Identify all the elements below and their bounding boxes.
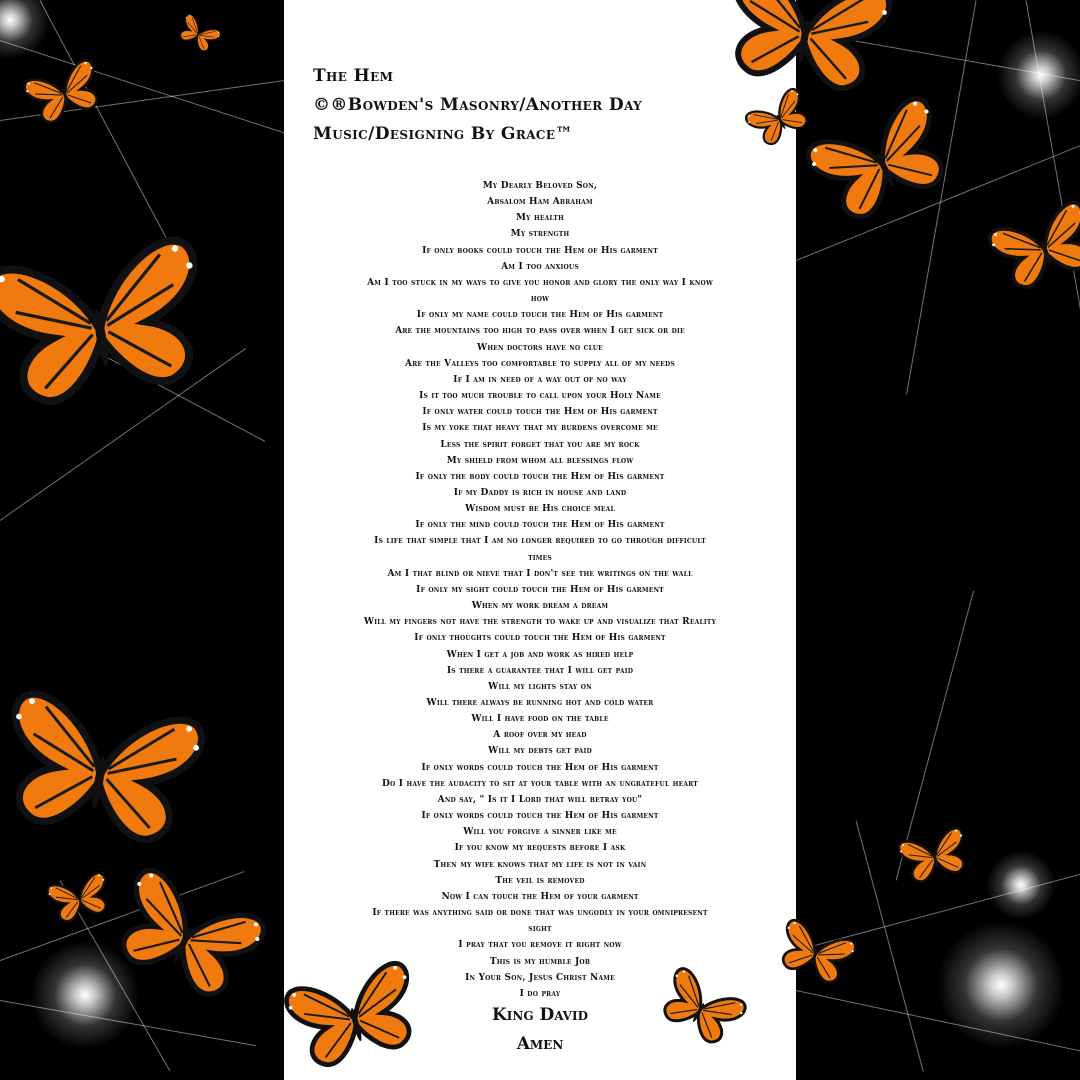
poem-line: My shield from whom all blessings flow xyxy=(446,455,634,466)
poem-line: A roof over my head xyxy=(493,730,587,741)
poem-line: times xyxy=(528,552,552,563)
monarch-butterfly-icon xyxy=(0,30,140,150)
light-flare-icon xyxy=(986,850,1056,920)
poem-line: I pray that you remove it right now xyxy=(458,940,622,951)
light-flare-icon xyxy=(936,920,1066,1050)
monarch-butterfly-icon xyxy=(110,870,260,1010)
monarch-butterfly-icon xyxy=(705,0,895,100)
poem-line: Then my wife knows that my life is not in vain xyxy=(433,859,647,870)
poem-line: Am I that blind or nieve that I don't see the writings on the wall xyxy=(387,568,693,579)
poem-line: If there was anything said or done that was ungodly in your omnipresent xyxy=(372,908,708,919)
poem-line: Absalom Ham Abraham xyxy=(487,197,593,208)
poem-line: If you know my requests before I ask xyxy=(454,843,626,854)
poem-line: Will my lights stay on xyxy=(488,681,592,692)
poem-line: The veil is removed xyxy=(495,875,585,886)
poem-line: how xyxy=(530,294,550,305)
poem-line: If only thoughts could touch the Hem of His garment xyxy=(414,633,666,644)
poem-line: Am I too anxious xyxy=(501,261,579,272)
monarch-butterfly-icon xyxy=(805,100,955,230)
poem-line: If my Daddy is rich in house and land xyxy=(453,487,627,498)
poem-title: The Hem xyxy=(313,66,394,86)
poem-line: Do I have the audacity to sit at your table with an ungrateful heart xyxy=(382,778,698,789)
poem-line: Wisdom must be His choice meal xyxy=(465,504,615,515)
monarch-butterfly-icon xyxy=(985,190,1080,310)
poem-line: If only my name could touch the Hem of His garment xyxy=(416,310,664,321)
poem-line: And say, " Is it I Lord that will betray you" xyxy=(437,794,643,805)
poem-line: Will my fingers not have the strength to wake up and visualize that Reality xyxy=(363,617,717,628)
monarch-butterfly-icon xyxy=(290,960,420,1080)
poem-line: Will my debts get paid xyxy=(488,746,592,757)
poem-line: If only the body could touch the Hem of His garment xyxy=(415,471,665,482)
poem-line: This is my humble Job xyxy=(489,956,591,967)
poem-line: Are the Valleys too comfortable to supply all of my needs xyxy=(405,358,675,369)
poem-line: When my work dream a dream xyxy=(471,601,609,612)
poem-title-block xyxy=(313,62,733,149)
monarch-butterfly-icon xyxy=(0,680,200,870)
poem-line: Am I too stuck in my ways to give you honor and glory the only way I know xyxy=(367,277,713,288)
poem-line: Is there a guarantee that I will get paid xyxy=(446,665,634,676)
poem-line: Will I have food on the table xyxy=(471,714,609,725)
poem-line: Is my yoke that heavy that my burdens overcome me xyxy=(422,423,658,434)
poem-line: In Your Son, Jesus Christ Name xyxy=(465,972,615,983)
poem-line: Are the mountains too high to pass over when I get sick or die xyxy=(395,326,685,337)
copyright-line-2: Music/Designing By Grace™ xyxy=(313,124,573,144)
poem-line: sight xyxy=(528,924,552,935)
monarch-butterfly-icon xyxy=(40,870,120,930)
poem-line: My strength xyxy=(510,229,570,240)
poem-line: Will there always be running hot and cold water xyxy=(426,698,654,708)
poem-line: My Dearly Beloved Son, xyxy=(482,181,598,191)
poem-line: Is it too much trouble to call upon your Holy Name xyxy=(419,391,661,402)
poem-line: If I am in need of a way out of no way xyxy=(453,374,627,385)
poem-line: If only the mind could touch the Hem of His garment xyxy=(415,520,665,531)
closing-amen: Amen xyxy=(516,1034,564,1054)
poem-line: When doctors have no clue xyxy=(477,342,603,353)
poem-line: If only books could touch the Hem of His garment xyxy=(422,245,658,256)
poem-line: If only water could touch the Hem of His garment xyxy=(422,407,658,418)
author-signature: King David xyxy=(491,1005,589,1025)
copyright-line: ©®Bowden's Masonry/Another Day xyxy=(313,95,643,115)
poem-line: When I get a job and work as hired help xyxy=(446,649,634,660)
poem-line: Less the spirit forget that you are my rock xyxy=(440,439,640,450)
poem-line: I do pray xyxy=(519,988,561,999)
poem-body xyxy=(310,178,770,1002)
monarch-butterfly-icon xyxy=(170,10,230,60)
poem-line: If only words could touch the Hem of His garment xyxy=(421,811,659,822)
monarch-butterfly-icon xyxy=(895,820,975,900)
monarch-butterfly-icon xyxy=(770,910,860,1000)
poem-line: Is life that simple that I am no longer required to go through difficult xyxy=(374,536,706,547)
monarch-butterfly-icon xyxy=(655,970,745,1050)
poem-line: If only my sight could touch the Hem of His garment xyxy=(416,584,664,595)
light-flare-icon xyxy=(996,30,1080,120)
poem-line: If only words could touch the Hem of His garment xyxy=(421,762,659,773)
poem-line: Now I can touch the Hem of your garment xyxy=(441,891,639,902)
poem-line: Will you forgive a sinner like me xyxy=(463,827,617,838)
monarch-butterfly-icon xyxy=(0,210,220,450)
poem-line: My health xyxy=(516,213,564,224)
